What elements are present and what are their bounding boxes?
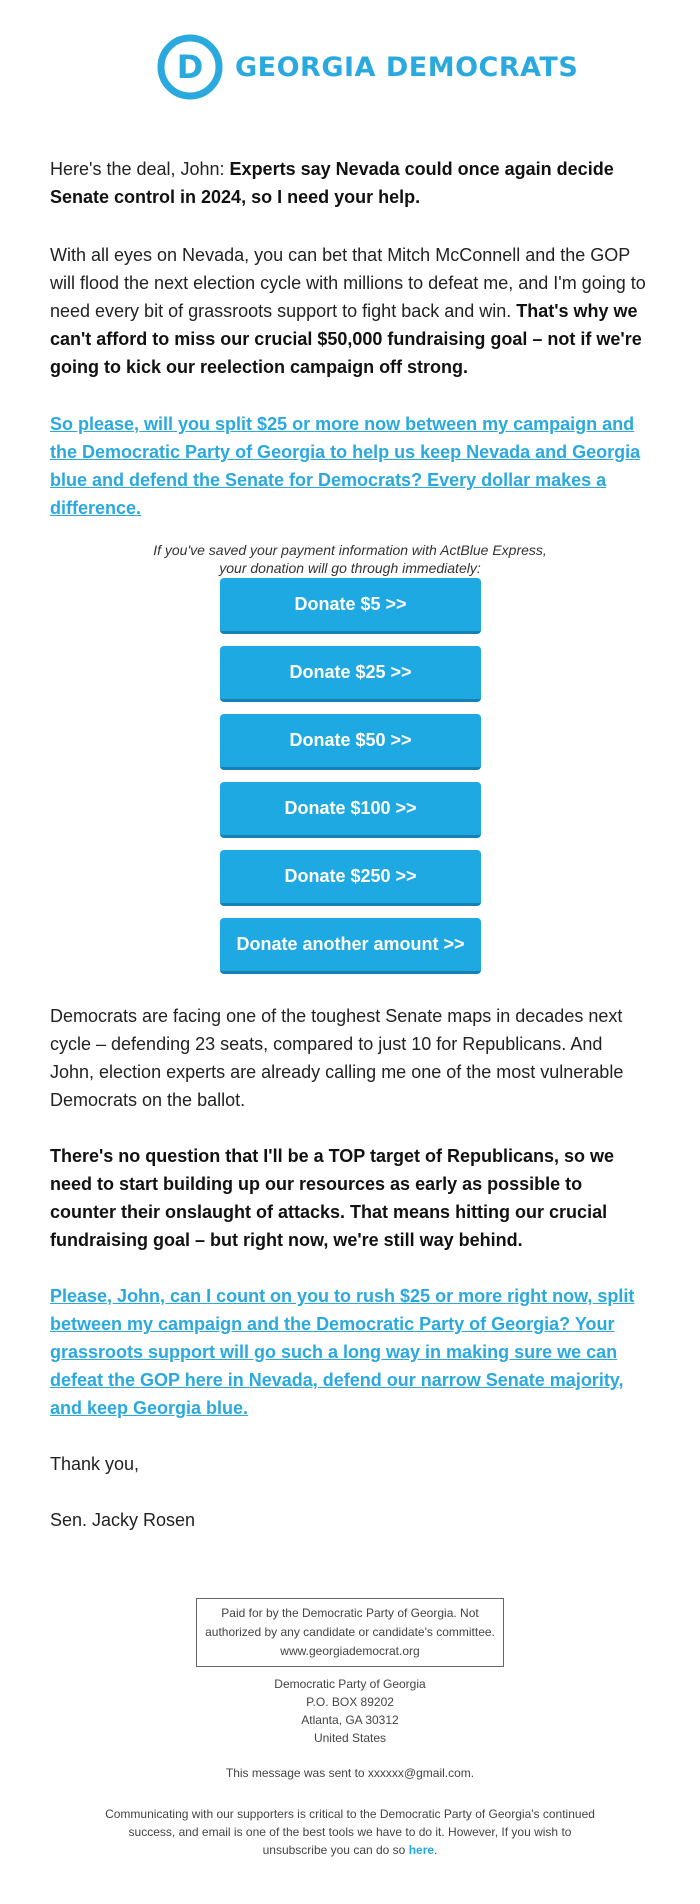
intro-paragraph: [50, 155, 650, 211]
brand-name: GEORGIA DEMOCRATS: [235, 51, 579, 83]
express-note-line-2: your donation will go through immediately:: [219, 560, 481, 576]
website-text: www.georgiademocrat.org: [280, 1644, 420, 1658]
democrats-d-icon: [157, 34, 223, 100]
actblue-express-note: [50, 541, 650, 577]
signature-wrap: [50, 1506, 650, 1534]
closing-wrap: [50, 1450, 650, 1478]
paragraph-3: [50, 1002, 650, 1114]
donate-250-button[interactable]: Donate $250 >>: [220, 850, 481, 906]
recipient-email: xxxxxx@gmail.com: [367, 1766, 471, 1780]
paragraph-2: [50, 241, 650, 381]
unsubscribe-text: Communicating with our supporters is critical to the Democratic Party of Georgia's continued success, and email is one of the best tools we have to do it. However, If you wish to unsubscribe you can do so: [105, 1807, 595, 1857]
donate-25-button[interactable]: Donate $25 >>: [220, 646, 481, 702]
para2-text: With all eyes on Nevada, you can bet that Mitch McConnell and the GOP will flood the next election cycle with millions to defeat me, and I'm going to need every bit of grassroots support to fight back and win.: [50, 245, 646, 321]
donate-100-button[interactable]: Donate $100 >>: [220, 782, 481, 838]
para3-text: Democrats are facing one of the toughest Senate maps in decades next cycle – defending 23 seats, compared to just 10 for Republicans. And John, election experts are already calling me one of the most vulnerable Democrats on the ballot.: [50, 1006, 624, 1110]
para4-text: There's no question that I'll be a TOP target of Republicans, so we need to start building up our resources as early as possible to counter their onslaught of attacks. That means hitting our crucial fundraising goal – but right now, we're still way behind.: [50, 1146, 614, 1250]
unsubscribe-notice: [100, 1805, 600, 1859]
ask-link-2-wrap: [50, 1282, 650, 1422]
signature-text: Sen. Jacky Rosen: [50, 1510, 196, 1530]
sent-prefix: This message was sent to: [225, 1766, 368, 1780]
paid-for-disclaimer: [196, 1598, 504, 1667]
address-line-2: P.O. BOX 89202: [306, 1695, 394, 1709]
intro-bold: Experts say Nevada could once again decide Senate control in 2024, so I need your help.: [50, 159, 614, 207]
donate-button-list: [220, 578, 481, 986]
paragraph-4: [50, 1142, 650, 1254]
closing-text: Thank you,: [50, 1454, 140, 1474]
ask-link-1[interactable]: So please, will you split $25 or more now between my campaign and the Democratic Party of Georgia to help us keep Nevada and Georgia blue and defend the Senate for Democrats? Every dollar makes a difference.: [50, 414, 641, 518]
header: [0, 34, 700, 104]
mailing-address: [0, 1675, 700, 1747]
unsubscribe-link[interactable]: here: [408, 1843, 435, 1857]
donate-other-amount-button[interactable]: Donate another amount >>: [220, 918, 481, 974]
express-note-line-1: If you've saved your payment information with ActBlue Express,: [153, 542, 547, 558]
logo-letter: D: [176, 48, 204, 86]
donate-50-button[interactable]: Donate $50 >>: [220, 714, 481, 770]
donate-5-button[interactable]: Donate $5 >>: [220, 578, 481, 634]
address-line-4: United States: [313, 1731, 387, 1745]
paid-for-text: Paid for by the Democratic Party of Georgia. Not authorized by any candidate or candidate's committee.: [205, 1606, 495, 1639]
sent-suffix: .: [470, 1766, 475, 1780]
address-line-1: Democratic Party of Georgia: [274, 1677, 426, 1691]
ask-link-1-wrap: [50, 410, 650, 522]
ask-link-2[interactable]: Please, John, can I count on you to rush $25 or more right now, split between my campaign and the Democratic Party of Georgia? Your grassroots support will go such a long way in making sure we can defeat the GOP here in Nevada, defend our narrow Senate majority, and keep Georgia blue.: [50, 1286, 635, 1418]
intro-lead: Here's the deal, John:: [50, 159, 230, 179]
georgia-democrats-logo[interactable]: [157, 34, 578, 100]
para2-bold: That's why we can't afford to miss our crucial $50,000 fundraising goal – not if we're going to kick our reelection campaign off strong.: [50, 301, 642, 377]
sent-to-notice: [0, 1764, 700, 1782]
address-line-3: Atlanta, GA 30312: [301, 1713, 399, 1727]
unsubscribe-suffix: .: [434, 1843, 438, 1857]
